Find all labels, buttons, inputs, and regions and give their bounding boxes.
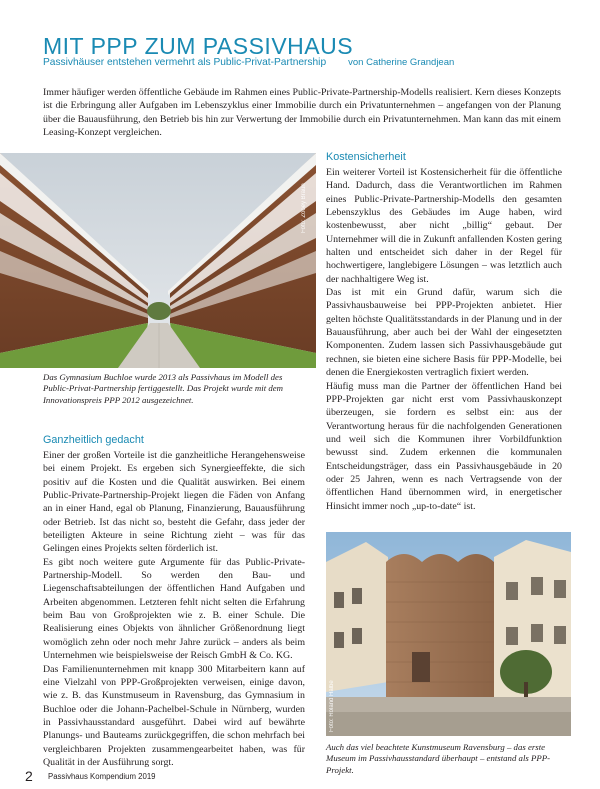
article-title: MIT PPP ZUM PASSIVHAUS [43,33,354,59]
right-column-text [326,166,562,513]
author-byline: von Catherine Grandjean [348,57,455,68]
paragraph: Das Familienunternehmen mit knapp 300 Mitarbeitern kann auf eine Vielzahl von PPP-Großprojekten verweisen, einige davon, wie z. B. das Kunstmuseum in Ravensburg, das Gymnasium in Buchloe oder die Johann-Pachelbel-Schule in Nürnberg, wurden in Passivhausstandard ausgeführt. Dabei wird auf bewährte Planungs- und Bauteams zurückgegriffen, die schon mehrfach bei vergleichbaren Projekten zusammengearbeitet haben, was für Qualität in der Ausführung sorgt. [43,663,305,768]
page-number: 2 [25,768,33,784]
paragraph: Häufig muss man die Partner der öffentlichen Hand bei PPP-Projekten gar nicht erst vom Passivhauskonzept überzeugen, sie fordern es selbst ein: aus der Verantwortung heraus für die nachfolgenden Generationen und weil sich die Kommunen ihrer Vorbildfunktion bewusst sind. Zudem erkennen die kommunalen Entscheidungsträger, dass ein Passivhausgebäude in 20 oder 25 Jahren, wenn es nach Vertragsende von der öffentlichen Hand übernommen wird, in energetischer Hinsicht immer noch „up-to-date“ ist. [326,380,562,512]
paragraph: Es gibt noch weitere gute Argumente für das Public-Private-Partnership-Modell. So werden den Bau- und Liegenschaftsabteilungen der öffentlichen Hand Aufgaben und Arbeiten abgenommen. Letzteren fehlt nicht selten die Erfahrung beim Bau von Großprojekten wie z. B. einer Schule. Die Realisierung eines Objekts von ähnlicher Größenordnung liegt womöglich zehn oder noch mehr Jahre zurück – anders als beim Unternehmen wie beispielsweise der Reisch GmbH & Co. KG. [43,556,305,662]
intro-paragraph: Immer häufiger werden öffentliche Gebäude im Rahmen eines Public-Private-Partnership-Modells realisiert. Kern dieses Konzepts ist die Erbringung aller Aufgaben im Lebenszyklus einer Immobilie durch ein Privatunternehmen – angefangen von der Planung über die Bauausführung, den Betrieb bis hin zur Verwertung der Immobilie durch ein Privatunternehmen. Man kann das mit einem Leasing-Konzept vergleichen. [43,87,561,139]
school-photo-illustration [0,153,316,368]
photo-caption: Das Gymnasium Buchloe wurde 2013 als Passivhaus im Modell des Public-Privat-Partnership fertiggestellt. Das Projekt wurde mit dem Innovationspreis PPP 2012 ausgezeichnet. [43,372,284,405]
subtitle-text: Passivhäuser entstehen vermehrt als Public-Privat-Partnership [43,57,327,68]
museum-photo-illustration [326,532,571,736]
photo-credit: Foto: Zooey Braun [301,183,307,233]
photo-caption: Auch das viel beachtete Kunstmuseum Ravensburg – das erste Museum im Passivhausstandard überhaupt – entstand als PPP-Projekt. [326,742,551,775]
section-heading: Kostensicherheit [326,151,406,163]
left-column-text [43,449,305,769]
photo-credit: Foto: Roland Halbe [329,680,335,732]
publication-name: Passivhaus Kompendium 2019 [48,772,156,781]
section-heading: Ganzheitlich gedacht [43,434,144,446]
paragraph: Ein weiterer Vorteil ist Kostensicherheit für die öffentliche Hand. Dadurch, dass die Verantwortlichen im Rahmen eines Public-Private-Partnership-Modells den gesamten Lebenszyklus des Gebäudes im Auge haben, wird kostenbewusst, aber nicht „billig“ gebaut. Der Unternehmer will die in Zukunft anfallenden Kosten gering halten und entscheidet sich daher in der Regel für hochwertigere, langlebigere Lösungen – was letztlich auch der nachhaltigere Weg ist. [326,167,562,285]
museum-photo [326,532,571,736]
paragraph: Das ist mit ein Grund dafür, warum sich die Passivhausbauweise bei PPP-Projekten anbietet. Hier gelten höchste Qualitätsstandards in der Planung und in der Bauausführung, aber auch bei der Wahl der eingesetzten Komponenten. Zudem lassen sich Passivhausgebäude gut rechnen, sie bieten eine sichere Basis für PPP-Modelle, bei denen die Energiekosten vertraglich fixiert werden. [326,287,562,379]
paragraph: Einer der großen Vorteile ist die ganzheitliche Herangehensweise bei einem Projekt. Es ergeben sich Synergieeffekte, die sich positiv auf die Kosten und die Qualität auswirken. Bei einem Public-Private-Partnership-Projekt liegen die Fäden von Anfang an in einer Hand, egal ob Planung, Finanzierung, Bauausführung oder Betrieb. Ist das nicht so, besteht die Gefahr, dass jeder der beteiligten Akteure in seine Richtung zieht – was für das Gelingen eines Projekts selten förderlich ist. [43,450,305,555]
school-photo [0,153,316,368]
article-subtitle [43,57,454,68]
